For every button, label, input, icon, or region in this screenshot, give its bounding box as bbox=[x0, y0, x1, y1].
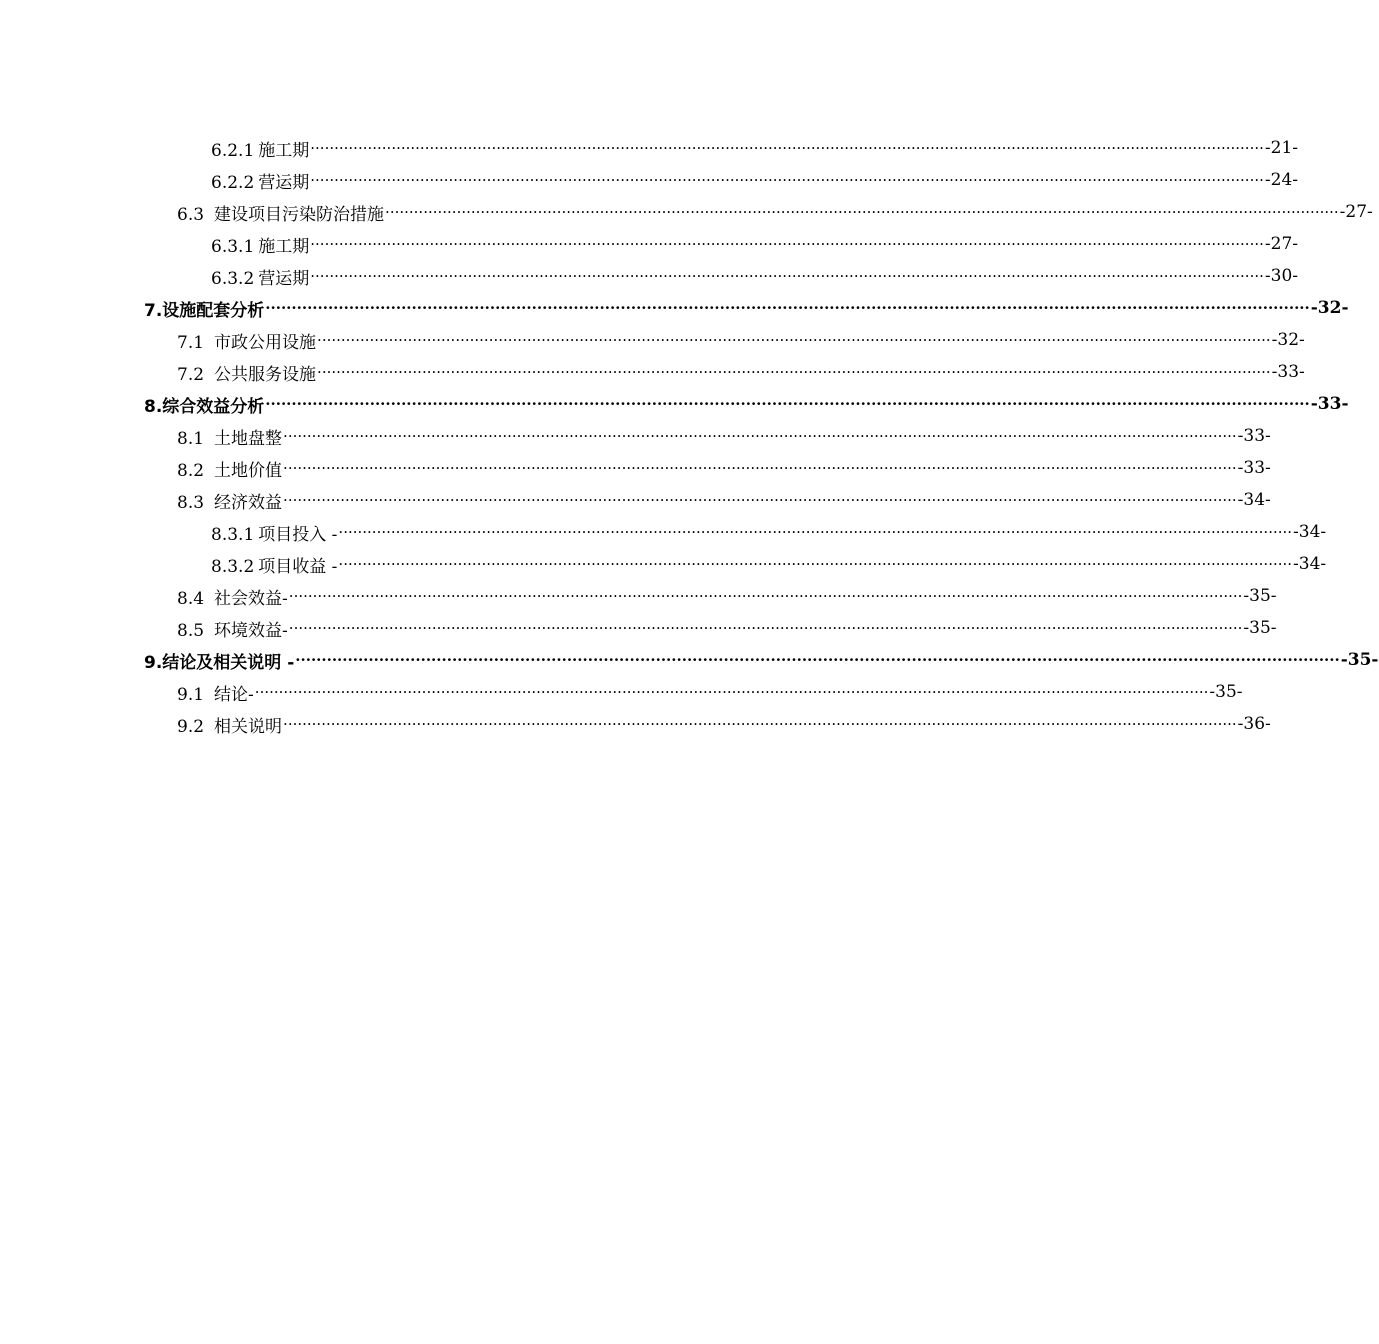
table-of-contents bbox=[0, 132, 1379, 740]
toc-entry-title bbox=[211, 232, 309, 257]
toc-entry-number: 7.1 bbox=[177, 332, 205, 353]
toc-entry[interactable] bbox=[0, 388, 1349, 420]
toc-entry-title bbox=[177, 616, 288, 641]
toc-entry-title bbox=[211, 136, 309, 161]
toc-dot-leader: ········································································································································································································ bbox=[283, 491, 1237, 509]
toc-entry-text: 市政公用设施 bbox=[214, 332, 317, 353]
toc-dot-leader: ········································································································································································································ bbox=[265, 395, 1310, 413]
toc-entry-page: -33- bbox=[1237, 458, 1271, 478]
toc-entry-title bbox=[177, 488, 282, 513]
toc-entry-number: 8.4 bbox=[177, 588, 205, 609]
toc-entry-number: 9.2 bbox=[177, 716, 205, 737]
toc-entry-page: -35- bbox=[1243, 618, 1277, 638]
toc-entry-number: 6.3.2 bbox=[211, 268, 255, 289]
toc-entry[interactable] bbox=[0, 452, 1271, 484]
toc-entry[interactable] bbox=[0, 708, 1271, 740]
toc-entry-number: 8.3 bbox=[177, 492, 205, 513]
toc-entry-title bbox=[144, 296, 264, 321]
toc-entry-text: 土地盘整 bbox=[214, 428, 283, 449]
toc-entry-text: 综合效益分析 bbox=[162, 396, 265, 417]
toc-dot-leader: ········································································································································································································ bbox=[288, 619, 1243, 637]
toc-entry[interactable] bbox=[0, 228, 1299, 260]
toc-entry[interactable] bbox=[0, 676, 1243, 708]
toc-entry-page: -33- bbox=[1310, 394, 1349, 414]
toc-entry-title bbox=[177, 584, 288, 609]
toc-entry-number: 8.3.1 bbox=[211, 524, 255, 545]
toc-entry-number: 9. bbox=[144, 652, 163, 673]
toc-dot-leader: ········································································································································································································ bbox=[317, 363, 1271, 381]
toc-entry-number: 6.3.1 bbox=[211, 236, 255, 257]
toc-entry-text: 营运期 bbox=[258, 268, 310, 289]
toc-entry-number: 6.2.1 bbox=[211, 140, 255, 161]
toc-entry[interactable] bbox=[0, 356, 1305, 388]
toc-entry-title bbox=[144, 648, 294, 673]
toc-entry[interactable] bbox=[0, 164, 1299, 196]
toc-entry[interactable] bbox=[0, 612, 1277, 644]
toc-entry-text: 项目投入 - bbox=[258, 524, 338, 545]
toc-entry[interactable] bbox=[0, 292, 1349, 324]
toc-entry[interactable] bbox=[0, 580, 1277, 612]
toc-entry-title bbox=[177, 200, 384, 225]
toc-entry-text: 社会效益- bbox=[214, 588, 288, 609]
toc-entry-text: 环境效益- bbox=[214, 620, 288, 641]
toc-dot-leader: ········································································································································································································ bbox=[283, 459, 1237, 477]
toc-entry-text: 土地价值 bbox=[214, 460, 283, 481]
toc-entry[interactable] bbox=[0, 516, 1327, 548]
toc-entry-page: -34- bbox=[1293, 554, 1327, 574]
toc-entry-page: -34- bbox=[1237, 490, 1271, 510]
toc-dot-leader: ········································································································································································································ bbox=[283, 427, 1237, 445]
toc-dot-leader: ········································································································································································································ bbox=[338, 523, 1293, 541]
toc-entry-text: 结论及相关说明 - bbox=[162, 652, 295, 673]
toc-dot-leader: ········································································································································································································ bbox=[317, 331, 1271, 349]
toc-dot-leader: ········································································································································································································ bbox=[295, 651, 1340, 669]
toc-entry-number: 8.5 bbox=[177, 620, 205, 641]
toc-dot-leader: ········································································································································································································ bbox=[310, 267, 1264, 285]
toc-entry-title bbox=[211, 520, 337, 545]
toc-entry-page: -32- bbox=[1310, 298, 1349, 318]
toc-dot-leader: ········································································································································································································ bbox=[338, 555, 1293, 573]
toc-entry-page: -21- bbox=[1264, 138, 1299, 158]
toc-entry[interactable] bbox=[0, 324, 1305, 356]
toc-entry-number: 6.2.2 bbox=[211, 172, 255, 193]
toc-entry-title bbox=[177, 680, 254, 705]
toc-dot-leader: ········································································································································································································ bbox=[254, 683, 1209, 701]
toc-entry-number: 7. bbox=[144, 300, 163, 321]
toc-entry-text: 建设项目污染防治措施 bbox=[214, 204, 385, 225]
toc-entry-number: 8.1 bbox=[177, 428, 205, 449]
toc-entry-title bbox=[177, 712, 282, 737]
toc-dot-leader: ········································································································································································································ bbox=[288, 587, 1243, 605]
toc-entry-text: 经济效益 bbox=[214, 492, 283, 513]
toc-entry-text: 结论- bbox=[214, 684, 254, 705]
toc-entry-page: -34- bbox=[1293, 522, 1327, 542]
toc-entry[interactable] bbox=[0, 548, 1327, 580]
toc-entry-text: 施工期 bbox=[258, 140, 310, 161]
toc-entry-page: -33- bbox=[1237, 426, 1271, 446]
toc-entry[interactable] bbox=[0, 132, 1299, 164]
toc-entry-title bbox=[211, 168, 309, 193]
toc-entry-page: -35- bbox=[1243, 586, 1277, 606]
toc-entry-text: 项目收益 - bbox=[258, 556, 338, 577]
toc-entry-page: -36- bbox=[1237, 714, 1271, 734]
toc-entry-title bbox=[211, 552, 337, 577]
toc-entry-number: 6.3 bbox=[177, 204, 205, 225]
toc-entry-text: 公共服务设施 bbox=[214, 364, 317, 385]
toc-entry-text: 相关说明 bbox=[214, 716, 283, 737]
toc-entry-title bbox=[177, 360, 316, 385]
toc-entry-title bbox=[211, 264, 309, 289]
toc-entry-number: 8.2 bbox=[177, 460, 205, 481]
toc-entry-page: -30- bbox=[1264, 266, 1299, 286]
toc-entry[interactable] bbox=[0, 484, 1271, 516]
toc-entry-title bbox=[177, 424, 282, 449]
toc-dot-leader: ········································································································································································································ bbox=[310, 171, 1264, 189]
toc-entry-page: -27- bbox=[1264, 234, 1299, 254]
toc-dot-leader: ········································································································································································································ bbox=[310, 139, 1264, 157]
toc-entry-number: 8. bbox=[144, 396, 163, 417]
toc-entry-title bbox=[177, 456, 282, 481]
toc-entry-page: -24- bbox=[1264, 170, 1299, 190]
toc-entry-text: 营运期 bbox=[258, 172, 310, 193]
toc-entry[interactable] bbox=[0, 196, 1373, 228]
toc-entry-text: 设施配套分析 bbox=[162, 300, 265, 321]
toc-entry-number: 9.1 bbox=[177, 684, 205, 705]
toc-entry-title bbox=[144, 392, 264, 417]
toc-entry-page: -35- bbox=[1340, 650, 1379, 670]
toc-dot-leader: ········································································································································································································ bbox=[385, 203, 1339, 221]
toc-entry[interactable] bbox=[0, 420, 1271, 452]
toc-entry[interactable] bbox=[0, 644, 1379, 676]
toc-entry-page: -27- bbox=[1339, 202, 1373, 222]
toc-entry[interactable] bbox=[0, 260, 1299, 292]
toc-entry-page: -35- bbox=[1209, 682, 1243, 702]
toc-entry-number: 7.2 bbox=[177, 364, 205, 385]
toc-entry-page: -32- bbox=[1271, 330, 1305, 350]
toc-dot-leader: ········································································································································································································ bbox=[265, 299, 1310, 317]
toc-dot-leader: ········································································································································································································ bbox=[283, 715, 1237, 733]
toc-entry-text: 施工期 bbox=[258, 236, 310, 257]
toc-entry-number: 8.3.2 bbox=[211, 556, 255, 577]
toc-entry-page: -33- bbox=[1271, 362, 1305, 382]
toc-entry-title bbox=[177, 328, 316, 353]
toc-dot-leader: ········································································································································································································ bbox=[310, 235, 1264, 253]
